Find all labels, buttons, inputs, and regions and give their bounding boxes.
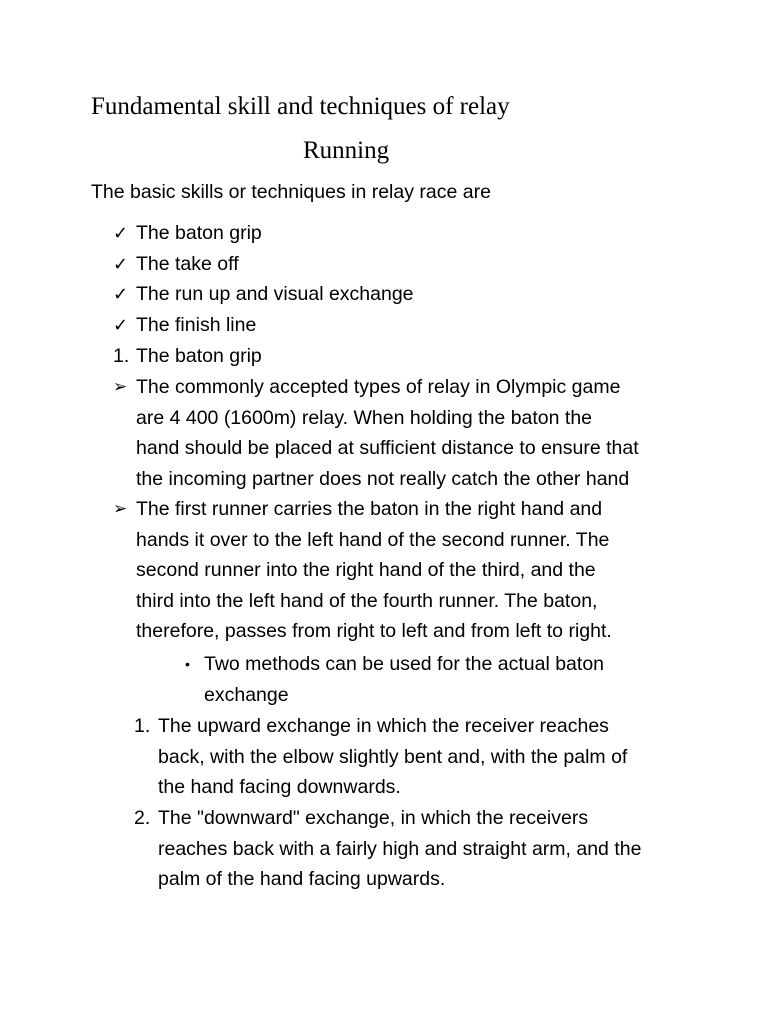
check-icon: ✓ [113, 223, 129, 243]
method-number: 1. [134, 715, 151, 737]
paragraph-line: The "downward" exchange, in which the receivers [158, 807, 589, 829]
arrow-bullet-icon: ➢ [113, 499, 128, 518]
paragraph-line: the incoming partner does not really catch the other hand [136, 467, 630, 490]
arrow-bullet-icon: ➢ [113, 377, 128, 396]
section-number: 1. [113, 345, 130, 367]
checklist-item: The baton grip [136, 222, 262, 244]
check-icon: ✓ [113, 254, 129, 274]
checklist-item: The take off [136, 253, 239, 275]
method-number: 2. [134, 807, 151, 829]
paragraph-line: hand should be placed at sufficient distance to ensure that [136, 437, 639, 460]
paragraph-line: the hand facing downwards. [158, 776, 401, 799]
paragraph-line: back, with the elbow slightly bent and, with the palm of [158, 745, 628, 768]
bullet-paragraph [204, 649, 604, 710]
check-icon: ✓ [113, 284, 129, 304]
document-title-line-2: Running [303, 137, 390, 164]
paragraph-line: exchange [204, 683, 289, 706]
method-paragraph [158, 711, 627, 803]
paragraph-line: The first runner carries the baton in the right hand and [136, 498, 603, 520]
checklist-item: The run up and visual exchange [136, 283, 414, 305]
paragraph-line: The commonly accepted types of relay in Olympic game [136, 376, 621, 398]
round-bullet-icon: • [185, 656, 190, 672]
document-title-line-1: Fundamental skill and techniques of relay [91, 93, 510, 120]
arrow-item-paragraph [136, 372, 639, 494]
checklist-item: The finish line [136, 314, 257, 336]
intro-text: The basic skills or techniques in relay race are [91, 181, 491, 203]
paragraph-line: The upward exchange in which the receiver reaches [158, 715, 609, 737]
paragraph-line: second runner into the right hand of the third, and the [136, 559, 596, 582]
arrow-item-paragraph [136, 494, 612, 647]
paragraph-line: are 4 400 (1600m) relay. When holding the baton the [136, 406, 593, 429]
section-heading: The baton grip [136, 345, 262, 367]
paragraph-line: hands it over to the left hand of the second runner. The [136, 528, 610, 551]
method-paragraph [158, 803, 641, 895]
paragraph-line: palm of the hand facing upwards. [158, 868, 446, 891]
check-icon: ✓ [113, 315, 129, 335]
paragraph-line: therefore, passes from right to left and from left to right. [136, 620, 612, 643]
paragraph-line: reaches back with a fairly high and straight arm, and the [158, 837, 642, 860]
paragraph-line: Two methods can be used for the actual baton [204, 653, 605, 675]
paragraph-line: third into the left hand of the fourth runner. The baton, [136, 589, 598, 612]
